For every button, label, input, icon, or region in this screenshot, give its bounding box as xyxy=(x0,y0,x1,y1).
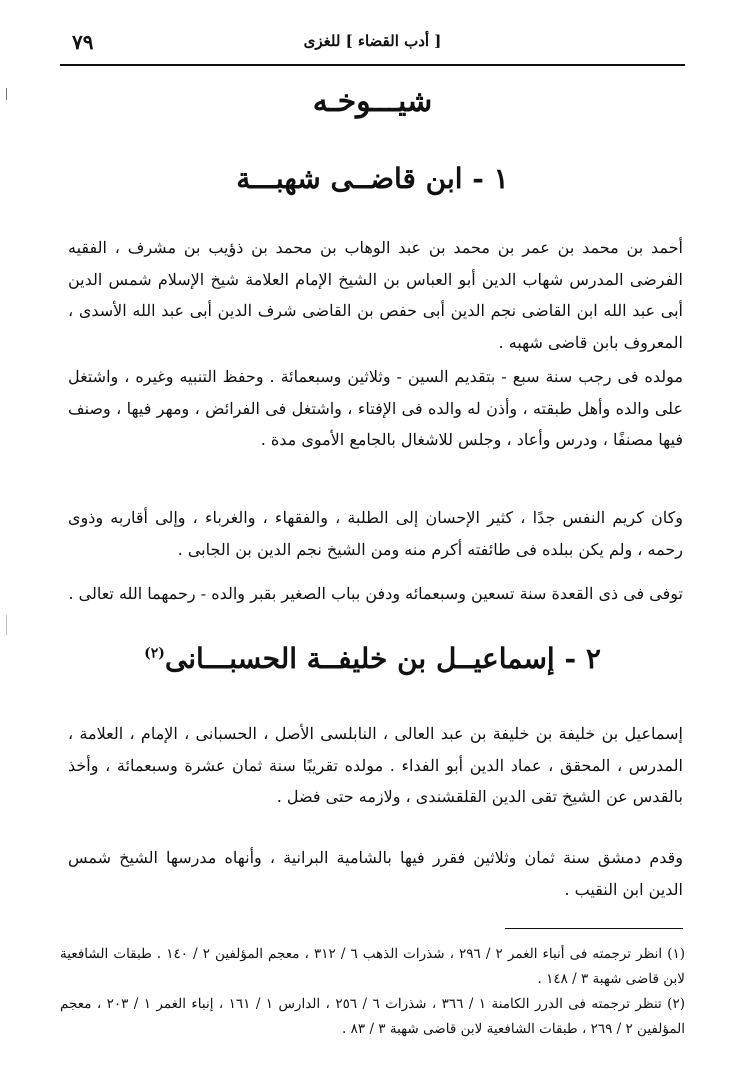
page-header xyxy=(60,24,685,66)
scan-mark xyxy=(6,615,7,635)
paragraph: وكان كريم النفس جدًا ، كثير الإحسان إلى الطلبة ، والفقهاء ، والغرباء ، وإلى أقاربه وذوى رحمه ، ولم يكن ببلده فى طائفته أكرم منه ومن الشيخ نجم الدين بن الجابى . xyxy=(68,508,683,559)
footnote-divider xyxy=(505,928,683,929)
footnote-item: (٢) تنظر ترجمته فى الدرر الكامنة ١ / ٣٦٦ ، شذرات ٦ / ٢٥٦ ، الدارس ١ / ١٦١ ، إنباء الغمر ١ / ٢٠٣ ، معجم المؤلفين ٢ / ٢٦٩ ، طبقات الشافعية لابن قاضى شهبة ٣ / ٨٣ . xyxy=(60,996,685,1037)
footnotes xyxy=(60,942,685,1042)
paragraph: مولده فى رجب سنة سبع - بتقديم السين - وثلاثين وسبعمائة . وحفظ التنبيه وغيره ، واشتغل على والده وأهل طبقته ، وأذن له والده فى الإفتاء ، واشتغل فى الفرائض ، ومهر فيها ، وصنف فيها مصنفًا ، ودرس وأعاد ، وجلس للاشغال بالجامع الأموى مدة . xyxy=(68,367,683,449)
paragraph: توفى فى ذى القعدة سنة تسعين وسبعمائه ودفن بباب الصغير بقبر والده - رحمهما الله تعالى . xyxy=(68,584,683,603)
section-title-2 xyxy=(60,642,685,675)
chapter-title: شيـــوخـه xyxy=(312,84,433,119)
footnote-item: (١) انظر ترجمته فى أنباء الغمر ٢ / ٢٩٦ ، شذرات الذهب ٦ / ٣١٢ ، معجم المؤلفين ٢ / ١٤٠ . طبقات الشافعية لابن قاضى شهبة ٣ / ١٤٨ . xyxy=(60,946,686,987)
footnote-ref: (٢) xyxy=(144,645,165,662)
paragraph: وقدم دمشق سنة ثمان وثلاثين فقرر فيها بالشامية البرانية ، وأنهاه مدرسها الشيخ شمس الدين ابن النقيب . xyxy=(68,848,683,899)
paragraph: إسماعيل بن خليفة بن خليفة بن عبد العالى ، النابلسى الأصل ، الحسبانى ، الإمام ، العلامة ، المدرس ، المحقق ، عماد الدين أبو الفداء . مولده تقريبًا سنة ثمان عشرة وسبعمائة ، وأخذ بالقدس عن الشيخ تقى الدين القلقشندى ، ولازمه حتى فضل . xyxy=(68,724,683,806)
scan-mark xyxy=(6,88,7,100)
section-title-1: ١ - ابن قاضــى شهبـــة xyxy=(236,162,509,195)
section-title-text: ٢ - إسماعيــل بن خليفــة الحسبـــانى xyxy=(164,642,601,675)
paragraph: أحمد بن محمد بن عمر بن محمد بن عبد الوهاب بن محمد بن ذؤيب بن مشرف ، الفقيه الفرضى المدرس شهاب الدين أبو العباس بن الشيخ الإمام العلامة شيخ الإسلام شمس الدين أبى عبد الله ابن القاضى نجم الدين أبى حفص بن القاضى شرف الدين أبى عبد الله الأسدى ، المعروف بابن قاضى شهبه . xyxy=(68,238,683,352)
page-number: ٧٩ xyxy=(72,30,94,54)
running-title: [ أدب القضاء ] للغزى xyxy=(303,32,442,50)
